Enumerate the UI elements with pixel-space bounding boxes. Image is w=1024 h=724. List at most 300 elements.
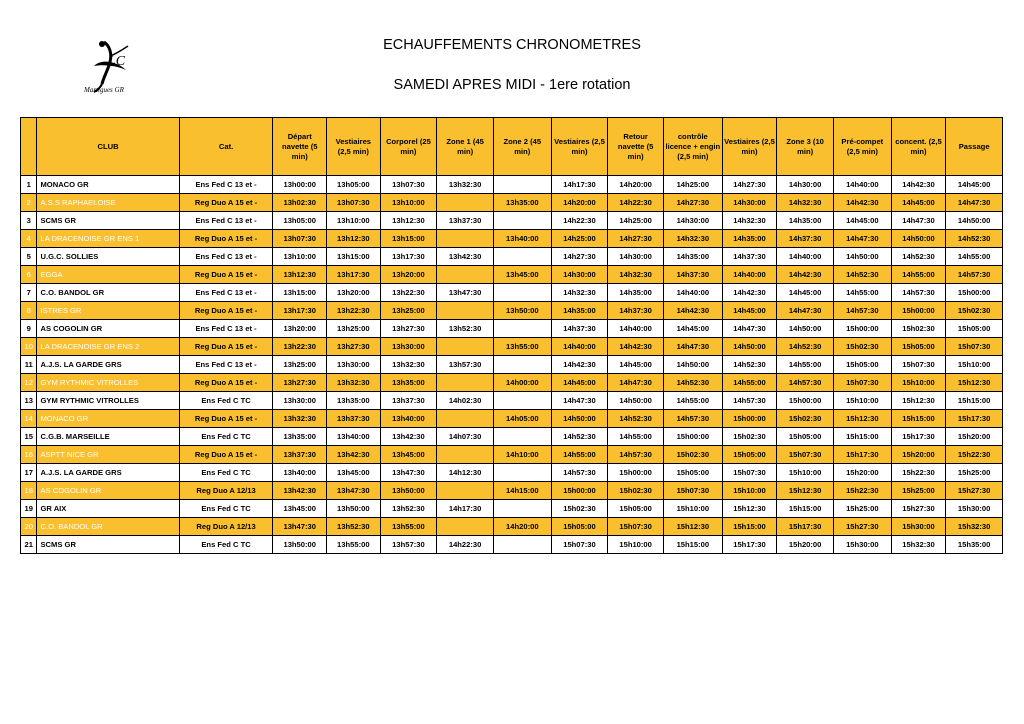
- time-cell: 15h07:30: [891, 356, 946, 374]
- time-cell: 14h55:00: [946, 248, 1003, 266]
- category: Ens Fed C 13 et -: [179, 248, 273, 266]
- category: Ens Fed C TC: [179, 392, 273, 410]
- category: Ens Fed C 13 et -: [179, 320, 273, 338]
- club-name: EGGA: [37, 266, 179, 284]
- row-number: 3: [21, 212, 37, 230]
- time-cell: 14h57:30: [833, 302, 891, 320]
- club-name: GR AIX: [37, 500, 179, 518]
- time-cell: 15h30:00: [946, 500, 1003, 518]
- time-cell: [437, 194, 494, 212]
- time-cell: 14h25:00: [608, 212, 664, 230]
- column-header: concent. (2,5 min): [891, 118, 946, 176]
- time-cell: 14h55:00: [551, 446, 608, 464]
- time-cell: 15h27:30: [891, 500, 946, 518]
- column-header: Passage: [946, 118, 1003, 176]
- time-cell: 15h07:30: [777, 446, 834, 464]
- time-cell: 13h57:30: [437, 356, 494, 374]
- time-cell: 14h35:00: [777, 212, 834, 230]
- time-cell: 13h20:00: [273, 320, 327, 338]
- club-name: ISTRES GR: [37, 302, 179, 320]
- time-cell: 14h57:30: [777, 374, 834, 392]
- category: Reg Duo A 15 et -: [179, 230, 273, 248]
- time-cell: 14h27:30: [551, 248, 608, 266]
- time-cell: 15h07:30: [663, 482, 722, 500]
- column-header: CLUB: [37, 118, 179, 176]
- time-cell: 14h30:00: [608, 248, 664, 266]
- time-cell: 14h50:00: [722, 338, 777, 356]
- time-cell: 15h27:30: [946, 482, 1003, 500]
- time-cell: 15h35:00: [946, 536, 1003, 554]
- time-cell: 14h50:00: [608, 392, 664, 410]
- table-row: [21, 446, 1003, 464]
- time-cell: 14h52:30: [551, 428, 608, 446]
- time-cell: 14h40:00: [833, 176, 891, 194]
- row-number: 17: [21, 464, 37, 482]
- table-row: [21, 482, 1003, 500]
- time-cell: 13h10:00: [327, 212, 381, 230]
- time-cell: 14h27:30: [608, 230, 664, 248]
- row-number: 4: [21, 230, 37, 248]
- time-cell: 15h25:00: [833, 500, 891, 518]
- category: Ens Fed C TC: [179, 500, 273, 518]
- time-cell: [437, 230, 494, 248]
- time-cell: 14h45:00: [663, 320, 722, 338]
- club-name: SCMS GR: [37, 536, 179, 554]
- time-cell: 13h50:00: [273, 536, 327, 554]
- column-header: Vestiaires (2,5 min): [722, 118, 777, 176]
- time-cell: 15h20:00: [777, 536, 834, 554]
- table-row: [21, 518, 1003, 536]
- time-cell: 13h15:00: [273, 284, 327, 302]
- club-name: AS COGOLIN GR: [37, 320, 179, 338]
- time-cell: 14h45:00: [608, 356, 664, 374]
- time-cell: 14h52:30: [891, 248, 946, 266]
- time-cell: 13h25:00: [380, 302, 437, 320]
- time-cell: 14h52:30: [946, 230, 1003, 248]
- category: Reg Duo A 15 et -: [179, 338, 273, 356]
- logo-letters: LC: [108, 54, 126, 69]
- time-cell: [493, 500, 551, 518]
- time-cell: 14h57:30: [722, 392, 777, 410]
- club-name: ASPTT NICE GR: [37, 446, 179, 464]
- time-cell: 13h15:00: [380, 230, 437, 248]
- time-cell: 13h37:30: [327, 410, 381, 428]
- time-cell: 13h32:30: [437, 176, 494, 194]
- table-row: [21, 284, 1003, 302]
- time-cell: 14h42:30: [777, 266, 834, 284]
- time-cell: [437, 338, 494, 356]
- row-number: 13: [21, 392, 37, 410]
- time-cell: 15h12:30: [663, 518, 722, 536]
- time-cell: 13h35:00: [380, 374, 437, 392]
- row-number: 7: [21, 284, 37, 302]
- time-cell: 14h50:00: [833, 248, 891, 266]
- column-header: contrôle licence + engin (2,5 min): [663, 118, 722, 176]
- time-cell: 14h15:00: [493, 482, 551, 500]
- time-cell: 13h52:30: [437, 320, 494, 338]
- table-row: [21, 194, 1003, 212]
- time-cell: 13h17:30: [273, 302, 327, 320]
- time-cell: 13h40:00: [493, 230, 551, 248]
- time-cell: 15h00:00: [833, 320, 891, 338]
- time-cell: 14h50:00: [551, 410, 608, 428]
- club-name: C.O. BANDOL GR: [37, 518, 179, 536]
- time-cell: 13h42:30: [380, 428, 437, 446]
- club-name: C.O. BANDOL GR: [37, 284, 179, 302]
- time-cell: 15h07:30: [946, 338, 1003, 356]
- time-cell: 14h32:30: [608, 266, 664, 284]
- time-cell: [437, 446, 494, 464]
- time-cell: 14h20:00: [551, 194, 608, 212]
- time-cell: 15h15:00: [891, 410, 946, 428]
- club-name: MONACO GR: [37, 410, 179, 428]
- time-cell: 14h22:30: [608, 194, 664, 212]
- time-cell: 15h17:30: [833, 446, 891, 464]
- time-cell: 14h57:30: [946, 266, 1003, 284]
- table-row: [21, 176, 1003, 194]
- time-cell: [493, 212, 551, 230]
- time-cell: 14h52:30: [833, 266, 891, 284]
- time-cell: 13h30:00: [327, 356, 381, 374]
- time-cell: 14h10:00: [493, 446, 551, 464]
- row-number: 16: [21, 446, 37, 464]
- time-cell: 15h10:00: [722, 482, 777, 500]
- time-cell: 15h00:00: [777, 392, 834, 410]
- time-cell: [493, 464, 551, 482]
- time-cell: 14h57:30: [608, 446, 664, 464]
- time-cell: 15h12:30: [891, 392, 946, 410]
- time-cell: 14h47:30: [891, 212, 946, 230]
- time-cell: 13h45:00: [273, 500, 327, 518]
- time-cell: 14h32:30: [777, 194, 834, 212]
- time-cell: 15h15:00: [946, 392, 1003, 410]
- table-row: [21, 212, 1003, 230]
- time-cell: 13h32:30: [327, 374, 381, 392]
- time-cell: 13h27:30: [380, 320, 437, 338]
- time-cell: 15h25:00: [891, 482, 946, 500]
- time-cell: 14h40:00: [608, 320, 664, 338]
- time-cell: 14h47:30: [777, 302, 834, 320]
- row-number: 5: [21, 248, 37, 266]
- time-cell: 14h45:00: [551, 374, 608, 392]
- time-cell: 15h07:30: [608, 518, 664, 536]
- time-cell: 13h27:30: [273, 374, 327, 392]
- time-cell: 13h30:00: [273, 392, 327, 410]
- time-cell: 14h45:00: [833, 212, 891, 230]
- time-cell: 13h52:30: [327, 518, 381, 536]
- time-cell: 14h50:00: [663, 356, 722, 374]
- time-cell: 15h02:30: [608, 482, 664, 500]
- club-name: U.G.C. SOLLIES: [37, 248, 179, 266]
- time-cell: 13h32:30: [380, 356, 437, 374]
- category: Ens Fed C 13 et -: [179, 284, 273, 302]
- time-cell: 15h12:30: [833, 410, 891, 428]
- time-cell: 13h45:00: [327, 464, 381, 482]
- club-name: C.G.B. MARSEILLE: [37, 428, 179, 446]
- time-cell: 15h17:30: [777, 518, 834, 536]
- club-name: A.J.S. LA GARDE GRS: [37, 464, 179, 482]
- time-cell: 15h00:00: [722, 410, 777, 428]
- time-cell: 14h42:30: [833, 194, 891, 212]
- time-cell: 15h02:30: [722, 428, 777, 446]
- table-row: [21, 464, 1003, 482]
- time-cell: 13h22:30: [327, 302, 381, 320]
- row-number: 15: [21, 428, 37, 446]
- time-cell: 13h32:30: [273, 410, 327, 428]
- time-cell: 14h55:00: [663, 392, 722, 410]
- time-cell: 15h00:00: [551, 482, 608, 500]
- time-cell: 15h15:00: [722, 518, 777, 536]
- time-cell: 14h52:30: [663, 374, 722, 392]
- time-cell: 15h07:30: [551, 536, 608, 554]
- time-cell: 15h22:30: [946, 446, 1003, 464]
- time-cell: 13h45:00: [380, 446, 437, 464]
- time-cell: 15h12:30: [777, 482, 834, 500]
- time-cell: 15h10:00: [891, 374, 946, 392]
- time-cell: 13h12:30: [380, 212, 437, 230]
- time-cell: 15h05:00: [608, 500, 664, 518]
- time-cell: 13h50:00: [327, 500, 381, 518]
- time-cell: 14h35:00: [608, 284, 664, 302]
- time-cell: 13h15:00: [327, 248, 381, 266]
- time-cell: 13h55:00: [380, 518, 437, 536]
- time-cell: [493, 536, 551, 554]
- time-cell: 15h17:30: [946, 410, 1003, 428]
- time-cell: 13h50:00: [493, 302, 551, 320]
- time-cell: 13h20:00: [327, 284, 381, 302]
- time-cell: 13h30:00: [380, 338, 437, 356]
- time-cell: 15h00:00: [663, 428, 722, 446]
- time-cell: 14h42:30: [663, 302, 722, 320]
- table-row: [21, 428, 1003, 446]
- time-cell: 14h27:30: [663, 194, 722, 212]
- table-row: [21, 266, 1003, 284]
- row-number: 9: [21, 320, 37, 338]
- table-row: [21, 374, 1003, 392]
- column-header: Pré-compet (2,5 min): [833, 118, 891, 176]
- row-number: 11: [21, 356, 37, 374]
- row-number: 18: [21, 482, 37, 500]
- time-cell: 14h27:30: [722, 176, 777, 194]
- time-cell: 15h00:00: [891, 302, 946, 320]
- time-cell: 15h20:00: [891, 446, 946, 464]
- time-cell: 15h15:00: [833, 428, 891, 446]
- time-cell: 15h12:30: [946, 374, 1003, 392]
- row-number: 12: [21, 374, 37, 392]
- time-cell: 14h52:30: [722, 356, 777, 374]
- time-cell: 14h35:00: [722, 230, 777, 248]
- club-name: AS COGOLIN GR: [37, 482, 179, 500]
- category: Reg Duo A 15 et -: [179, 410, 273, 428]
- time-cell: 14h40:00: [722, 266, 777, 284]
- time-cell: 13h47:30: [437, 284, 494, 302]
- time-cell: 14h50:00: [891, 230, 946, 248]
- table-row: [21, 230, 1003, 248]
- time-cell: [493, 320, 551, 338]
- time-cell: 14h45:00: [946, 176, 1003, 194]
- time-cell: 15h10:00: [663, 500, 722, 518]
- time-cell: 13h47:30: [380, 464, 437, 482]
- time-cell: 14h35:00: [551, 302, 608, 320]
- table-row: [21, 392, 1003, 410]
- time-cell: 14h25:00: [551, 230, 608, 248]
- time-cell: 15h27:30: [833, 518, 891, 536]
- time-cell: 15h07:30: [833, 374, 891, 392]
- club-name: LA DRACENOISE GR ENS 2: [37, 338, 179, 356]
- time-cell: 14h55:00: [608, 428, 664, 446]
- column-header: Cat.: [179, 118, 273, 176]
- category: Ens Fed C TC: [179, 464, 273, 482]
- time-cell: [437, 266, 494, 284]
- time-cell: 13h02:30: [273, 194, 327, 212]
- time-cell: 15h15:00: [777, 500, 834, 518]
- time-cell: 13h42:30: [327, 446, 381, 464]
- category: Ens Fed C TC: [179, 536, 273, 554]
- time-cell: 13h20:00: [380, 266, 437, 284]
- time-cell: 14h45:00: [722, 302, 777, 320]
- time-cell: 13h17:30: [327, 266, 381, 284]
- time-cell: 14h47:30: [833, 230, 891, 248]
- category: Ens Fed C 13 et -: [179, 176, 273, 194]
- row-number: 10: [21, 338, 37, 356]
- table-body: [21, 176, 1003, 554]
- time-cell: 14h55:00: [891, 266, 946, 284]
- time-cell: 14h52:30: [777, 338, 834, 356]
- time-cell: 14h40:00: [777, 248, 834, 266]
- time-cell: 14h57:30: [663, 410, 722, 428]
- time-cell: 15h05:00: [946, 320, 1003, 338]
- time-cell: 14h42:30: [608, 338, 664, 356]
- club-name: GYM RYTHMIC VITROLLES: [37, 374, 179, 392]
- time-cell: 14h42:30: [551, 356, 608, 374]
- club-name: SCMS GR: [37, 212, 179, 230]
- time-cell: 14h50:00: [946, 212, 1003, 230]
- column-header: Corporel (25 min): [380, 118, 437, 176]
- table-row: [21, 302, 1003, 320]
- time-cell: 15h25:00: [946, 464, 1003, 482]
- time-cell: 14h55:00: [722, 374, 777, 392]
- time-cell: 14h50:00: [777, 320, 834, 338]
- time-cell: 13h00:00: [273, 176, 327, 194]
- time-cell: 14h32:30: [551, 284, 608, 302]
- time-cell: 14h30:00: [663, 212, 722, 230]
- time-cell: 14h42:30: [891, 176, 946, 194]
- time-cell: 14h07:30: [437, 428, 494, 446]
- time-cell: 14h37:30: [722, 248, 777, 266]
- time-cell: 13h22:30: [273, 338, 327, 356]
- time-cell: [437, 302, 494, 320]
- table-row: [21, 500, 1003, 518]
- time-cell: 13h27:30: [327, 338, 381, 356]
- table-row: [21, 536, 1003, 554]
- time-cell: 13h47:30: [327, 482, 381, 500]
- time-cell: 14h57:30: [551, 464, 608, 482]
- time-cell: 13h10:00: [273, 248, 327, 266]
- time-cell: 14h05:00: [493, 410, 551, 428]
- time-cell: 14h52:30: [608, 410, 664, 428]
- time-cell: 13h25:00: [273, 356, 327, 374]
- category: Reg Duo A 15 et -: [179, 446, 273, 464]
- column-header: Départ navette (5 min): [273, 118, 327, 176]
- time-cell: 14h47:30: [946, 194, 1003, 212]
- category: Ens Fed C 13 et -: [179, 356, 273, 374]
- time-cell: [437, 518, 494, 536]
- time-cell: 14h25:00: [663, 176, 722, 194]
- time-cell: 14h57:30: [891, 284, 946, 302]
- time-cell: 14h20:00: [493, 518, 551, 536]
- time-cell: 14h35:00: [663, 248, 722, 266]
- time-cell: 15h00:00: [946, 284, 1003, 302]
- time-cell: 15h10:00: [833, 392, 891, 410]
- time-cell: 14h45:00: [891, 194, 946, 212]
- time-cell: 13h37:30: [380, 392, 437, 410]
- time-cell: 13h40:00: [327, 428, 381, 446]
- time-cell: 15h20:00: [946, 428, 1003, 446]
- time-cell: 13h35:00: [493, 194, 551, 212]
- time-cell: 13h10:00: [380, 194, 437, 212]
- time-cell: 15h00:00: [608, 464, 664, 482]
- time-cell: 15h07:30: [722, 464, 777, 482]
- table-header-row: [21, 118, 1003, 176]
- time-cell: 15h32:30: [891, 536, 946, 554]
- time-cell: 15h15:00: [663, 536, 722, 554]
- time-cell: [493, 176, 551, 194]
- row-number: 14: [21, 410, 37, 428]
- column-header: Zone 2 (45 min): [493, 118, 551, 176]
- time-cell: 15h02:30: [663, 446, 722, 464]
- time-cell: [493, 356, 551, 374]
- time-cell: 14h22:30: [551, 212, 608, 230]
- club-name: LA DRACENOISE GR ENS 1: [37, 230, 179, 248]
- time-cell: 15h22:30: [833, 482, 891, 500]
- row-number: 8: [21, 302, 37, 320]
- time-cell: 14h30:00: [777, 176, 834, 194]
- time-cell: 14h37:30: [551, 320, 608, 338]
- time-cell: 15h20:00: [833, 464, 891, 482]
- time-cell: 13h05:00: [327, 176, 381, 194]
- time-cell: 15h12:30: [722, 500, 777, 518]
- category: Reg Duo A 15 et -: [179, 374, 273, 392]
- time-cell: 14h40:00: [551, 338, 608, 356]
- time-cell: 15h02:30: [551, 500, 608, 518]
- category: Ens Fed C 13 et -: [179, 212, 273, 230]
- time-cell: 14h47:30: [551, 392, 608, 410]
- time-cell: 15h05:00: [551, 518, 608, 536]
- time-cell: [493, 284, 551, 302]
- column-header: [21, 118, 37, 176]
- time-cell: 15h05:00: [663, 464, 722, 482]
- time-cell: 13h35:00: [273, 428, 327, 446]
- time-cell: 15h05:00: [833, 356, 891, 374]
- time-cell: 15h05:00: [891, 338, 946, 356]
- time-cell: 14h32:30: [663, 230, 722, 248]
- time-cell: 14h20:00: [608, 176, 664, 194]
- category: Reg Duo A 12/13: [179, 482, 273, 500]
- time-cell: 14h30:00: [551, 266, 608, 284]
- time-cell: 13h07:30: [380, 176, 437, 194]
- time-cell: 13h17:30: [380, 248, 437, 266]
- time-cell: 14h40:00: [663, 284, 722, 302]
- time-cell: [437, 374, 494, 392]
- table-row: [21, 248, 1003, 266]
- time-cell: 14h45:00: [777, 284, 834, 302]
- category: Reg Duo A 15 et -: [179, 266, 273, 284]
- time-cell: 13h07:30: [327, 194, 381, 212]
- time-cell: 14h00:00: [493, 374, 551, 392]
- logo-subtitle: Martigues GR: [84, 86, 124, 94]
- club-name: GYM RYTHMIC VITROLLES: [37, 392, 179, 410]
- time-cell: 14h55:00: [777, 356, 834, 374]
